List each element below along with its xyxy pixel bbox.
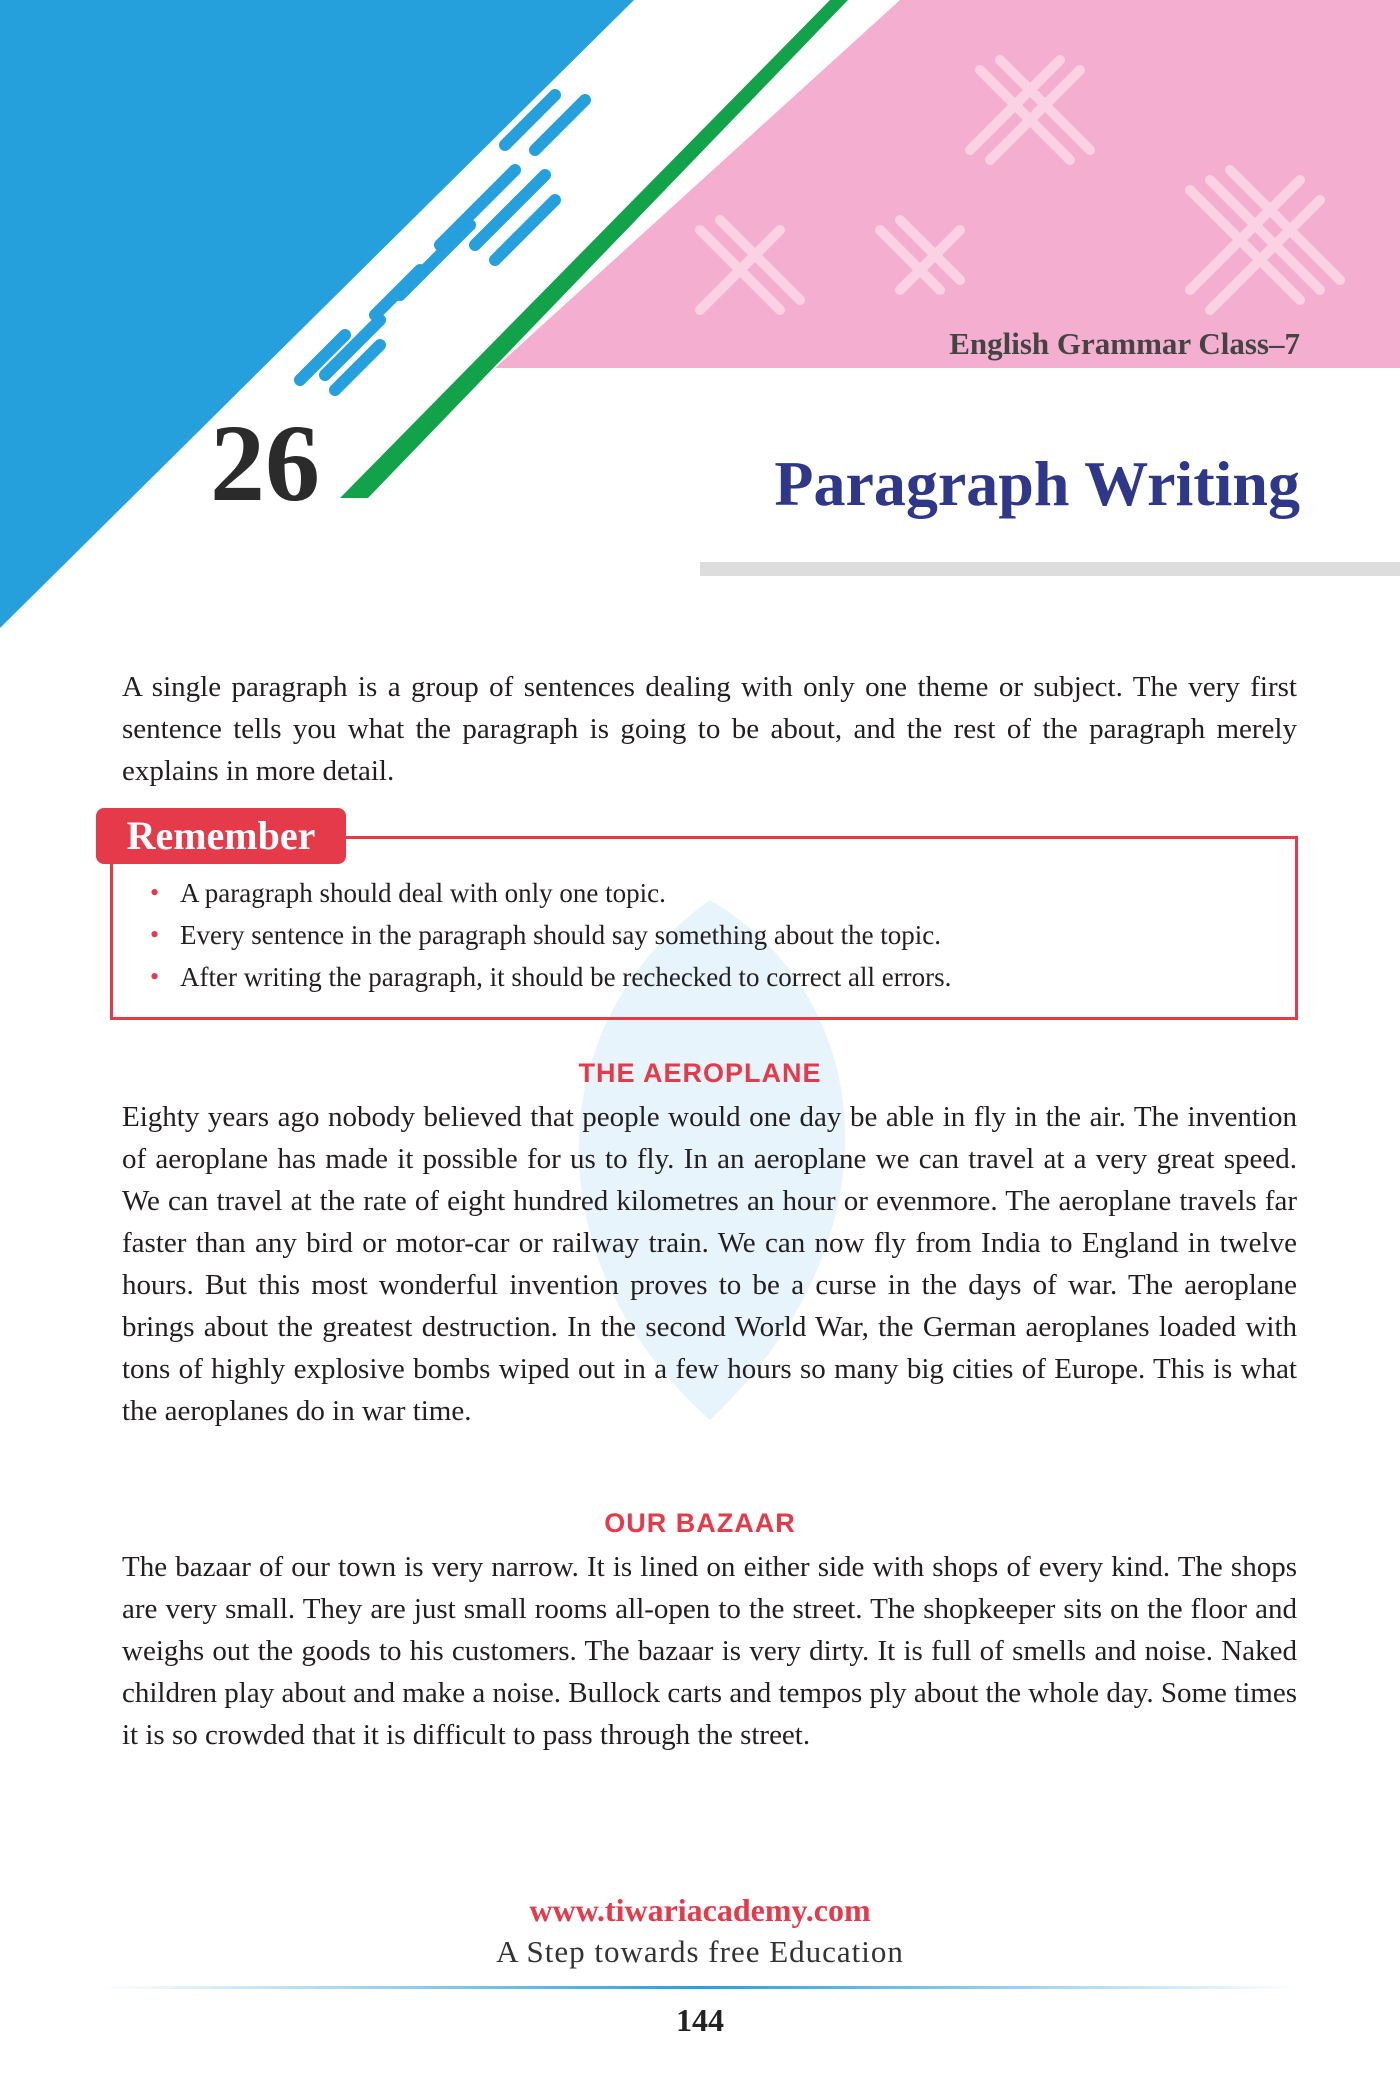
remember-list: [150, 872, 1270, 998]
footer-divider: [100, 1986, 1300, 1989]
remember-item: • A paragraph should deal with only one topic.: [150, 872, 1270, 914]
section-heading-aeroplane: THE AEROPLANE: [578, 1058, 822, 1088]
remember-title: Remember: [96, 808, 346, 864]
footer-tagline: A Step towards free Education: [496, 1934, 904, 1969]
remember-item: • After writing the paragraph, it should be rechecked to correct all errors.: [150, 956, 1270, 998]
remember-item: • Every sentence in the paragraph should say something about the topic.: [150, 914, 1270, 956]
intro-paragraph: A single paragraph is a group of sentences dealing with only one theme or subject. The very first sentence tells you what the paragraph is going to be about, and the rest of the paragraph merely explains in more detail.: [122, 671, 1297, 787]
page-number: 144: [676, 2002, 724, 2038]
section-body-bazaar: The bazaar of our town is very narrow. It is lined on either side with shops of every kind. The shops are very small. They are just small rooms all-open to the street. The shopkeeper sits on the floor and weighs out the goods to his customers. The bazaar is very dirty. It is full of smells and noise. Naked children play about and make a noise. Bullock carts and tempos ply about the whole day. Some times it is so crowded that it is difficult to pass through the street.: [122, 1551, 1297, 1751]
footer-url-link[interactable]: www.tiwariacademy.com: [529, 1892, 871, 1928]
section-heading-bazaar: OUR BAZAAR: [604, 1508, 796, 1538]
chapter-number: 26: [210, 402, 320, 524]
header-decoration: [0, 0, 1400, 640]
chapter-title: Paragraph Writing: [774, 448, 1300, 519]
series-label: English Grammar Class–7: [949, 326, 1300, 361]
section-body-aeroplane: Eighty years ago nobody believed that people would one day be able in fly in the air. The invention of aeroplane has made it possible for us to fly. In an aeroplane we can travel at a very great speed. We can travel at the rate of eight hundred kilometres an hour or evenmore. The aeroplane travels far faster than any bird or motor-car or railway train. We can now fly from India to England in twelve hours. But this most wonderful invention proves to be a curse in the days of war. The aeroplane brings about the greatest destruction. In the second World War, the German aeroplanes loaded with tons of highly explosive bombs wiped out in a few hours so many big cities of Europe. This is what the aeroplanes do in war time.: [122, 1101, 1297, 1427]
